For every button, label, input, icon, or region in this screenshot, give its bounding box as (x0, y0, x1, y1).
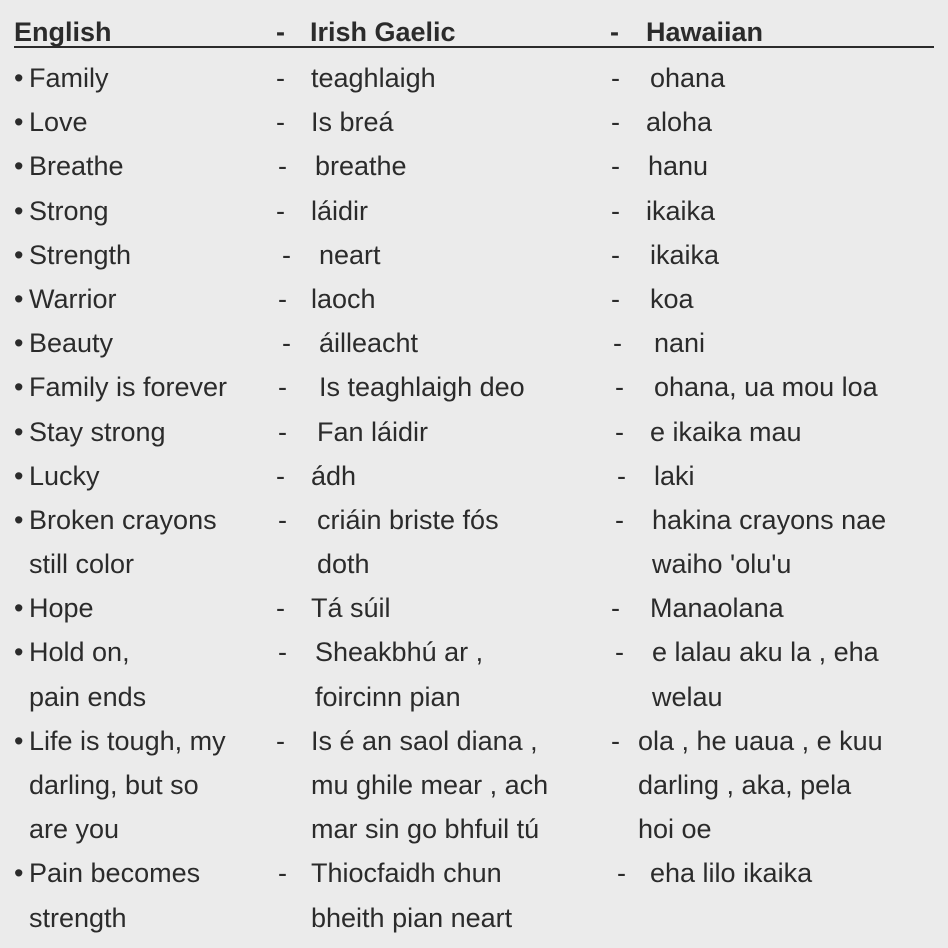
english-text-line (14, 807, 276, 851)
separator-dash: - (615, 416, 624, 447)
irish-text-line: Fan láidir (317, 416, 429, 447)
english-text-line (14, 719, 276, 763)
separator-dash: - (615, 504, 624, 535)
english-term (14, 719, 276, 852)
translation-row (0, 100, 948, 144)
table-header (14, 14, 934, 48)
english-text: Family is forever (29, 372, 228, 403)
english-text-line (14, 189, 276, 233)
english-text: Stay strong (29, 416, 166, 447)
english-text: Broken crayons (29, 504, 217, 535)
bullet-icon: • (14, 504, 24, 535)
separator-dash: - (278, 372, 287, 403)
separator-dash: - (278, 151, 287, 182)
irish-text-line: laoch (311, 283, 376, 314)
english-text: Strong (29, 195, 109, 226)
irish-term (317, 498, 617, 586)
english-term (14, 56, 276, 100)
english-text: Hold on, (29, 637, 130, 668)
bullet-icon: • (14, 416, 24, 447)
hawaiian-text-line: hakina crayons nae (652, 504, 887, 535)
bullet-icon: • (14, 151, 24, 182)
hawaiian-text-line: e ikaika mau (650, 416, 802, 447)
hawaiian-text-line: ohana (650, 63, 726, 93)
bullet-icon: • (14, 637, 24, 668)
hawaiian-text-line: waiho 'olu'u (652, 549, 792, 580)
english-text: pain ends (29, 681, 147, 712)
bullet-icon: • (14, 239, 24, 270)
irish-text-line: áilleacht (319, 328, 419, 359)
separator-dash: - (611, 593, 620, 624)
irish-text-line: láidir (311, 195, 369, 226)
irish-term (311, 100, 611, 144)
hawaiian-text-line: Manaolana (650, 593, 784, 624)
english-text-line (14, 277, 276, 321)
separator-dash: - (276, 725, 285, 756)
separator-dash: - (278, 416, 287, 447)
hawaiian-term (650, 56, 948, 100)
english-text: Strength (29, 239, 132, 270)
irish-text-line: foircinn pian (315, 681, 461, 712)
separator-dash: - (278, 504, 287, 535)
irish-text-line: mu ghile mear , ach (311, 770, 549, 801)
english-term (14, 498, 276, 586)
hawaiian-term (654, 365, 948, 409)
english-term (14, 454, 276, 498)
english-text-line (14, 321, 276, 365)
separator-dash: - (611, 725, 620, 756)
english-text-line (14, 896, 276, 940)
hawaiian-term (650, 277, 948, 321)
english-term (14, 144, 276, 188)
irish-text-line: Tá súil (311, 593, 391, 624)
irish-term (311, 189, 611, 233)
translation-row (0, 498, 948, 586)
bullet-icon: • (14, 372, 24, 403)
translation-row (0, 851, 948, 939)
separator-dash: - (611, 107, 620, 138)
english-term (14, 277, 276, 321)
separator-dash: - (615, 372, 624, 403)
english-text-line (14, 498, 276, 542)
hawaiian-term (652, 498, 948, 586)
irish-term (311, 851, 611, 939)
english-term (14, 365, 276, 409)
separator-dash: - (611, 283, 620, 314)
english-text-line (14, 586, 276, 630)
hawaiian-text-line: hoi oe (638, 814, 712, 845)
bullet-icon: • (14, 328, 24, 359)
bullet-icon: • (14, 460, 24, 491)
english-text-line (14, 454, 276, 498)
separator-dash: - (276, 593, 285, 624)
separator-dash: - (611, 239, 620, 270)
hawaiian-term (654, 321, 948, 365)
irish-text-line: criáin briste fós (317, 504, 499, 535)
english-text: Breathe (29, 151, 124, 182)
translation-row (0, 630, 948, 718)
hawaiian-term (650, 851, 948, 895)
bullet-icon: • (14, 63, 24, 93)
translation-row (0, 144, 948, 188)
translation-row (0, 233, 948, 277)
translation-row (0, 56, 948, 100)
english-term (14, 586, 276, 630)
irish-term (315, 144, 615, 188)
hawaiian-term (654, 454, 948, 498)
english-text-line (14, 144, 276, 188)
bullet-icon: • (14, 283, 24, 314)
hawaiian-term (650, 233, 948, 277)
hawaiian-text-line: welau (652, 681, 723, 712)
english-text-line (14, 233, 276, 277)
english-term (14, 189, 276, 233)
translation-row (0, 454, 948, 498)
separator-dash: - (611, 195, 620, 226)
separator-dash: - (611, 151, 620, 182)
bullet-icon: • (14, 858, 24, 889)
english-text: Hope (29, 593, 94, 624)
separator-dash: - (278, 858, 287, 889)
hawaiian-text-line: darling , aka, pela (638, 770, 852, 801)
irish-text-line: Is teaghlaigh deo (319, 372, 525, 403)
irish-term (319, 365, 619, 409)
translation-row (0, 365, 948, 409)
irish-text-line: Sheakbhú ar , (315, 637, 484, 668)
hawaiian-term (638, 719, 938, 852)
irish-term (315, 630, 615, 718)
hawaiian-text-line: nani (654, 328, 706, 359)
separator-dash: - (276, 107, 285, 138)
irish-term (317, 410, 617, 454)
irish-term (319, 233, 619, 277)
hawaiian-text-line: ikaika (646, 195, 716, 226)
english-text: darling, but so (29, 770, 199, 801)
header-hawaiian: Hawaiian (646, 17, 764, 47)
separator-dash: - (617, 858, 626, 889)
english-term (14, 410, 276, 454)
english-text: strength (29, 902, 127, 933)
english-text-line (14, 410, 276, 454)
irish-text-line: ádh (311, 460, 357, 491)
separator-dash: - (278, 283, 287, 314)
english-text: Family (29, 63, 109, 93)
english-text: Pain becomes (29, 858, 201, 889)
separator-dash: - (615, 637, 624, 668)
english-text: still color (29, 549, 135, 580)
header-irish-gaelic: Irish Gaelic (310, 17, 456, 47)
irish-text-line: Is breá (311, 107, 394, 138)
irish-text-line: teaghlaigh (311, 63, 436, 93)
separator-dash: - (282, 328, 291, 359)
bullet-icon: • (14, 593, 24, 624)
separator-dash: - (276, 63, 285, 93)
header-dash-1: - (276, 17, 285, 47)
english-text-line (14, 630, 276, 674)
irish-text-line: bheith pian neart (311, 902, 513, 933)
english-text-line (14, 851, 276, 895)
english-text: Lucky (29, 460, 100, 491)
english-term (14, 630, 276, 718)
irish-term (319, 321, 619, 365)
separator-dash: - (613, 328, 622, 359)
hawaiian-text-line: ohana, ua mou loa (654, 372, 878, 403)
hawaiian-term (646, 189, 946, 233)
separator-dash: - (276, 460, 285, 491)
hawaiian-term (646, 100, 946, 144)
hawaiian-term (650, 586, 948, 630)
english-term (14, 233, 276, 277)
hawaiian-text-line: ikaika (650, 239, 720, 270)
irish-text-line: doth (317, 549, 370, 580)
irish-term (311, 586, 611, 630)
bullet-icon: • (14, 107, 24, 138)
english-text-line (14, 542, 276, 586)
separator-dash: - (276, 195, 285, 226)
translation-list (0, 56, 948, 940)
irish-text-line: mar sin go bhfuil tú (311, 814, 540, 845)
separator-dash: - (611, 63, 620, 93)
translation-row (0, 277, 948, 321)
irish-text-line: neart (319, 239, 381, 270)
translation-row (0, 321, 948, 365)
translation-row (0, 586, 948, 630)
english-term (14, 321, 276, 365)
english-text: Life is tough, my (29, 725, 226, 756)
hawaiian-term (652, 630, 948, 718)
hawaiian-text-line: laki (654, 460, 695, 491)
hawaiian-text-line: koa (650, 283, 694, 314)
irish-text-line: Is é an saol diana , (311, 725, 538, 756)
bullet-icon: • (14, 725, 24, 756)
english-text-line (14, 365, 276, 409)
irish-term (311, 454, 611, 498)
hawaiian-text-line: hanu (648, 151, 709, 182)
separator-dash: - (278, 637, 287, 668)
header-english: English (14, 17, 112, 47)
hawaiian-text-line: ola , he uaua , e kuu (638, 725, 883, 756)
hawaiian-text-line: eha lilo ikaika (650, 858, 813, 889)
english-text-line (14, 56, 276, 100)
english-text-line (14, 675, 276, 719)
irish-text-line: breathe (315, 151, 407, 182)
separator-dash: - (617, 460, 626, 491)
translation-row (0, 719, 948, 852)
english-text: are you (29, 814, 120, 845)
english-text: Love (29, 107, 88, 138)
hawaiian-term (650, 410, 948, 454)
english-text-line (14, 100, 276, 144)
english-text-line (14, 763, 276, 807)
irish-term (311, 56, 611, 100)
header-dash-2: - (610, 17, 619, 47)
irish-term (311, 277, 611, 321)
english-term (14, 100, 276, 144)
english-text: Beauty (29, 328, 114, 359)
english-text: Warrior (29, 283, 117, 314)
translation-row (0, 189, 948, 233)
separator-dash: - (282, 239, 291, 270)
translation-row (0, 410, 948, 454)
hawaiian-term (648, 144, 948, 188)
hawaiian-text-line: aloha (646, 107, 713, 138)
english-term (14, 851, 276, 939)
irish-text-line: Thiocfaidh chun (311, 858, 502, 889)
hawaiian-text-line: e lalau aku la , eha (652, 637, 879, 668)
bullet-icon: • (14, 195, 24, 226)
irish-term (311, 719, 611, 852)
